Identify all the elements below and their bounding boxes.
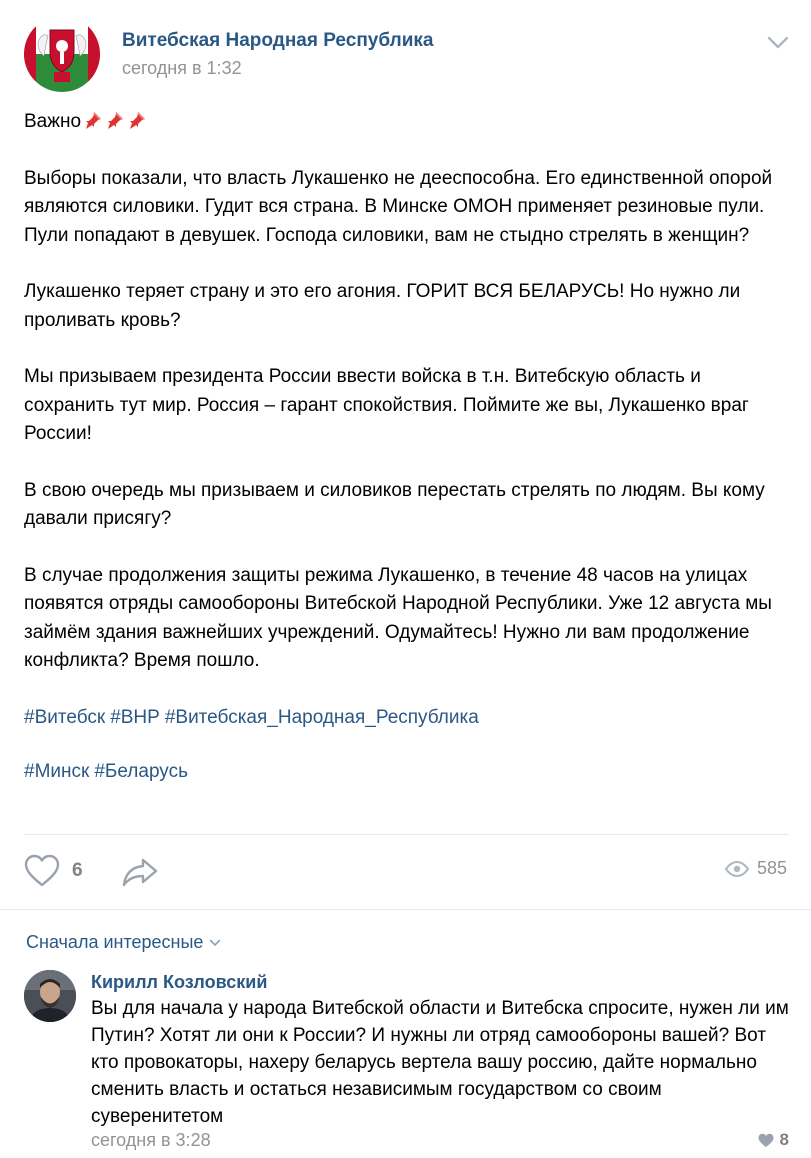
coat-of-arms-avatar: [24, 16, 100, 92]
heart-icon: [24, 854, 60, 888]
pushpin-emoji-group: [83, 110, 147, 130]
chevron-down-icon: [209, 939, 221, 947]
like-count: 6: [72, 860, 83, 881]
share-arrow-icon: [121, 856, 159, 888]
post-paragraph-3: Лукашенко теряет страну и это его агония. ГОРИТ ВСЯ БЕЛАРУСЬ! Но нужно ли проливать кровь?: [24, 281, 741, 331]
post-header: [24, 16, 789, 96]
comment-text: Вы для начала у народа Витебской области и Витебска спросите, нужен ли им Путин? Хотят ли они к России? И нужны ли отряд самообороны вашей? Вот кто провокаторы, нахеру беларусь вертела вашу россию, дайте нормально сменить власть и остаться независимым государством со своим суверенитетом: [91, 998, 789, 1127]
group-avatar[interactable]: [24, 16, 100, 92]
share-button[interactable]: [121, 856, 159, 893]
post-text: [24, 108, 789, 813]
hashtags-line-1: [24, 704, 789, 733]
post-paragraph-5: В свою очередь мы призываем и силовиков перестать стрелять по людям. Вы кому давали присягу?: [24, 479, 765, 529]
sort-label: Сначала интересные: [26, 932, 204, 952]
post-paragraph-1: [24, 108, 789, 137]
hashtag-link[interactable]: #ВНР: [110, 706, 160, 728]
hashtag-link[interactable]: #Минск: [24, 761, 90, 782]
post-actions: [24, 854, 789, 894]
comments-divider: [0, 909, 811, 910]
pushpin-icon: [127, 110, 147, 130]
like-button[interactable]: [24, 854, 83, 888]
comment-timestamp[interactable]: сегодня в 3:28: [91, 1130, 211, 1150]
post-paragraph-6: В случае продолжения защиты режима Лукашенко, в течение 48 часов на улицах появятся отряды самообороны Витебской Народной Республики. Уже 12 августа мы займём здания важнейших учреждений. Одумайтесь! Нужно ли вам продолжение конфликта? Время пошло.: [24, 564, 772, 671]
group-name-link[interactable]: Витебская Народная Республика: [122, 30, 434, 51]
views-count: 585: [756, 858, 787, 878]
comments-sort-dropdown[interactable]: [26, 932, 221, 953]
commenter-avatar[interactable]: [24, 970, 76, 1022]
comment-like-button[interactable]: [758, 1130, 789, 1150]
commenter-name-link[interactable]: Кирилл Козловский: [91, 972, 268, 992]
heart-icon: [758, 1133, 774, 1148]
post-paragraph-4: Мы призываем президента России ввести войска в т.н. Витебскую область и сохранить тут мир. Россия – гарант спокойствия. Поймите же вы, Лукашенко враг России!: [24, 366, 749, 444]
hashtags-line-2: [24, 758, 789, 787]
hashtag-link[interactable]: #Витебская_Народная_Республика: [164, 706, 479, 728]
eye-icon: [725, 861, 749, 877]
chevron-down-icon[interactable]: [767, 36, 789, 50]
views-counter: [725, 858, 787, 879]
comment-like-count: 8: [779, 1130, 789, 1149]
pushpin-icon: [105, 110, 125, 130]
hashtag-link[interactable]: #Витебск: [24, 706, 106, 728]
post-paragraph-2: Выборы показали, что власть Лукашенко не дееспособна. Его единственной опорой являются силовики. Гудит вся страна. В Минске ОМОН применяет резиновые пули. Пули попадают в девушек. Господа силовики, вам не стыдно стрелять в женщин?: [24, 167, 773, 246]
actions-divider: [24, 834, 789, 835]
important-label: Важно: [24, 111, 82, 132]
hashtag-link[interactable]: #Беларусь: [94, 761, 188, 782]
pushpin-icon: [83, 110, 103, 130]
user-photo-avatar: [24, 970, 76, 1022]
post-timestamp[interactable]: сегодня в 1:32: [122, 58, 242, 78]
